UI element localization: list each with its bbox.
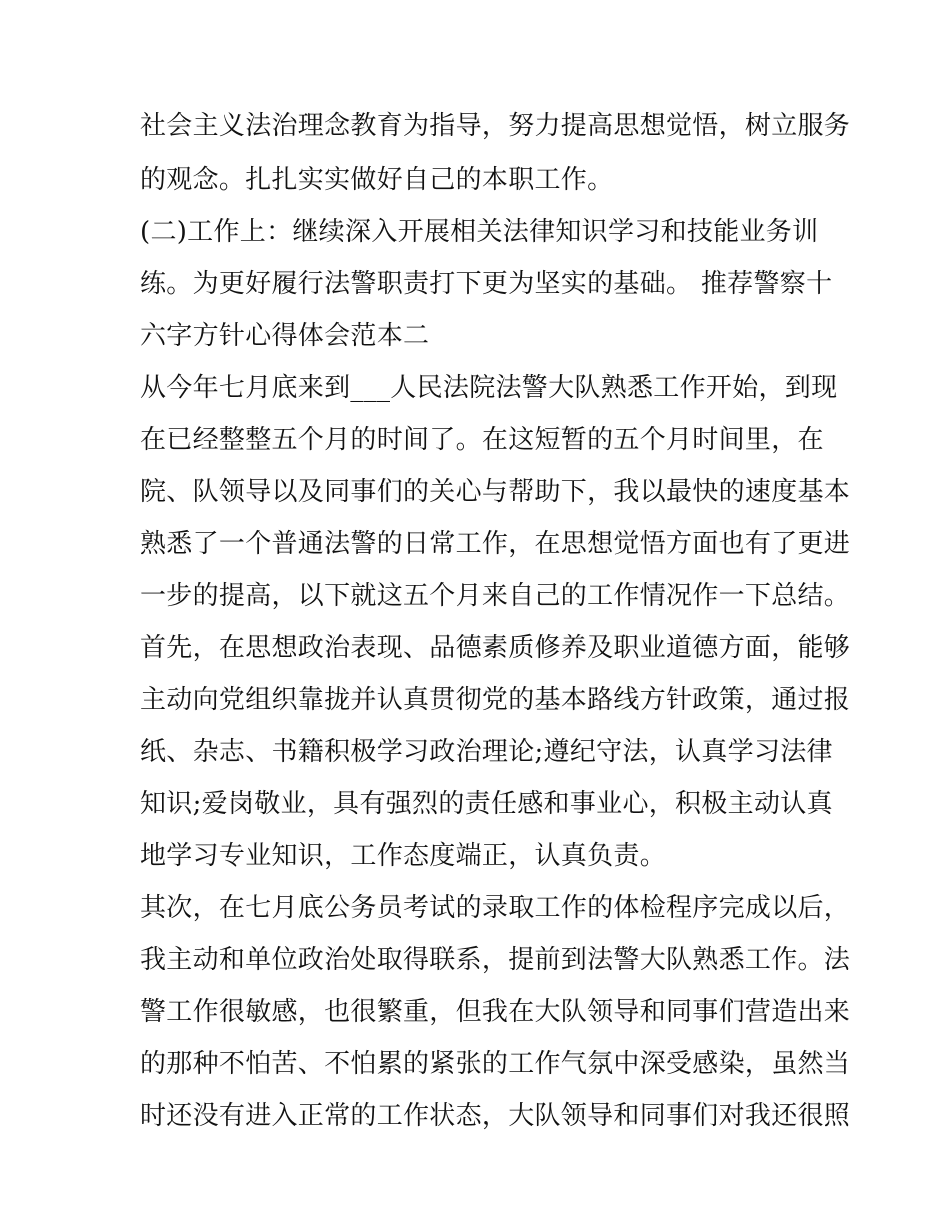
text-line: 一步的提高，以下就这五个月来自己的工作情况作一下总结。 xyxy=(140,581,851,611)
text-line: 主动向党组织靠拢并认真贯彻党的基本路线方针政策，通过报 xyxy=(140,685,851,715)
text-line: 的观念。扎扎实实做好自己的本职工作。 xyxy=(140,165,614,195)
text-line: 我主动和单位政治处取得联系，提前到法警大队熟悉工作。法 xyxy=(140,945,851,975)
text-line: 首先，在思想政治表现、品德素质修养及职业道德方面，能够 xyxy=(140,633,851,663)
text-line: 地学习专业知识，工作态度端正，认真负责。 xyxy=(140,841,667,871)
text-line: 社会主义法治理念教育为指导，努力提高思想觉悟，树立服务 xyxy=(140,111,851,141)
text-line: 六字方针心得体会范本二 xyxy=(140,321,430,351)
text-line: 时还没有进入正常的工作状态，大队领导和同事们对我还很照 xyxy=(140,1101,851,1131)
text-line: 在已经整整五个月的时间了。在这短暂的五个月时间里，在 xyxy=(140,425,824,455)
text-line: 从今年七月底来到___人民法院法警大队熟悉工作开始，到现 xyxy=(140,373,838,403)
text-line: 熟悉了一个普通法警的日常工作，在思想觉悟方面也有了更进 xyxy=(140,529,851,559)
text-line: (二)工作上：继续深入开展相关法律知识学习和技能业务训 xyxy=(140,217,819,247)
text-line: 纸、杂志、书籍积极学习政治理论;遵纪守法，认真学习法律 xyxy=(140,737,833,767)
text-line: 院、队领导以及同事们的关心与帮助下，我以最快的速度基本 xyxy=(140,477,851,507)
text-line: 知识;爱岗敬业，具有强烈的责任感和事业心，积极主动认真 xyxy=(140,789,833,819)
text-line: 的那种不怕苦、不怕累的紧张的工作气氛中深受感染，虽然当 xyxy=(140,1049,851,1079)
text-line: 其次，在七月底公务员考试的录取工作的体检程序完成以后， xyxy=(140,893,851,923)
text-line: 警工作很敏感，也很繁重，但我在大队领导和同事们营造出来 xyxy=(140,997,851,1027)
text-line: 练。为更好履行法警职责打下更为坚实的基础。 推荐警察十 xyxy=(140,269,833,299)
